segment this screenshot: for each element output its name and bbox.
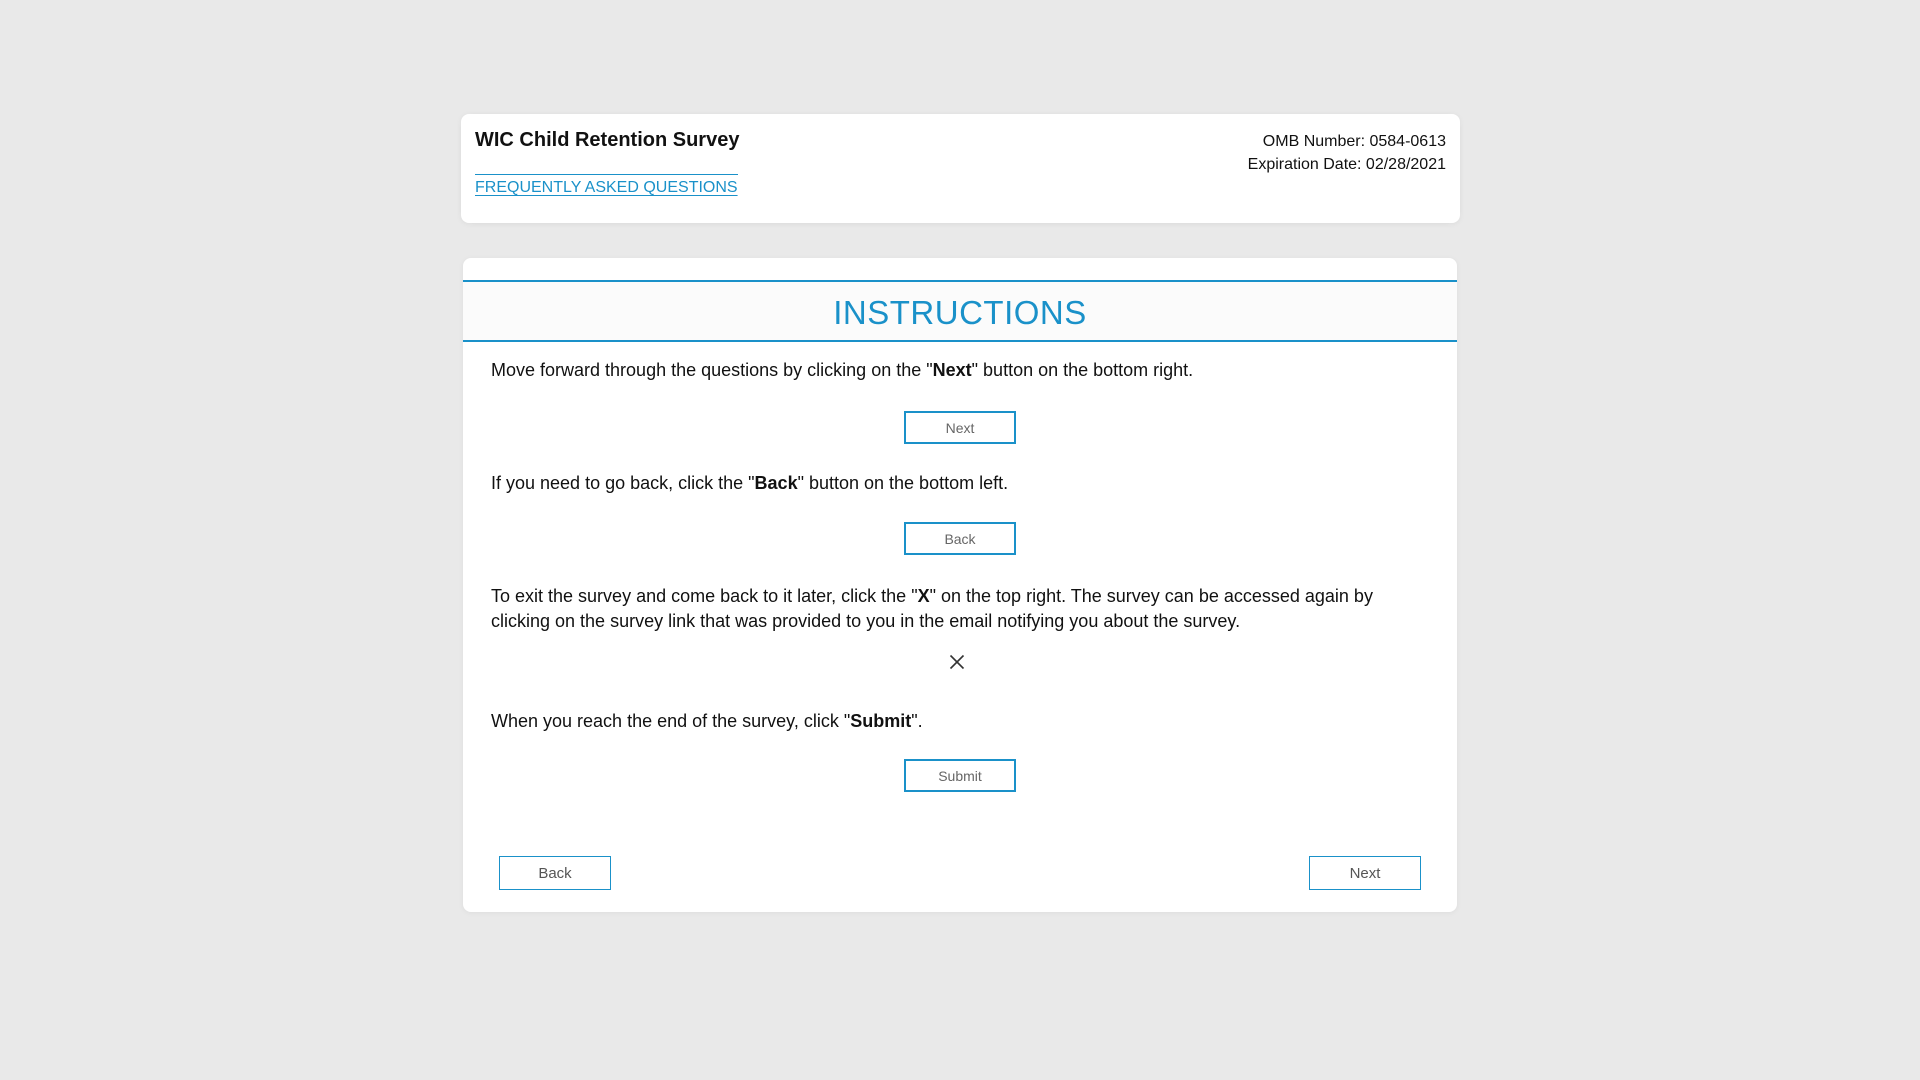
exit-instruction-text-end: " on the top right. The survey can be accessed again by clicking on the survey link that was provided to you in the email notifying you about the survey. — [491, 586, 1373, 631]
submit-instruction — [491, 709, 1431, 734]
expiration-date: Expiration Date: 02/28/2021 — [1247, 156, 1446, 173]
back-instruction-text-end: " button on the bottom left. — [797, 473, 1009, 493]
next-button[interactable]: Next — [1309, 856, 1421, 890]
exit-instruction-bold: X — [917, 586, 930, 606]
submit-instruction-text-end: ". — [911, 711, 923, 731]
omb-number: OMB Number: 0584-0613 — [1262, 133, 1446, 150]
submit-instruction-text: When you reach the end of the survey, click " — [491, 711, 851, 731]
next-instruction-text-end: " button on the bottom right. — [971, 360, 1194, 380]
omb-info — [1248, 130, 1446, 176]
back-instruction-text: If you need to go back, click the " — [491, 473, 755, 493]
back-instruction-bold: Back — [754, 473, 798, 493]
next-instruction — [491, 358, 1431, 383]
faq-link[interactable]: FREQUENTLY ASKED QUESTIONS — [475, 174, 738, 197]
survey-title: WIC Child Retention Survey — [475, 129, 740, 151]
next-demo-button[interactable]: Next — [904, 411, 1016, 444]
instructions-title: INSTRUCTIONS — [833, 294, 1087, 331]
instructions-card — [463, 258, 1457, 912]
exit-instruction-text: To exit the survey and come back to it later, click the " — [491, 586, 918, 606]
exit-instruction — [491, 584, 1431, 634]
back-demo-button[interactable]: Back — [904, 522, 1016, 555]
close-icon[interactable] — [949, 654, 965, 670]
survey-header — [461, 114, 1460, 223]
back-button[interactable]: Back — [499, 856, 611, 890]
instructions-banner — [463, 280, 1457, 342]
submit-instruction-bold: Submit — [850, 711, 912, 731]
back-instruction — [491, 471, 1431, 496]
submit-demo-button[interactable]: Submit — [904, 759, 1016, 792]
next-instruction-bold: Next — [932, 360, 972, 380]
next-instruction-text: Move forward through the questions by clicking on the " — [491, 360, 933, 380]
